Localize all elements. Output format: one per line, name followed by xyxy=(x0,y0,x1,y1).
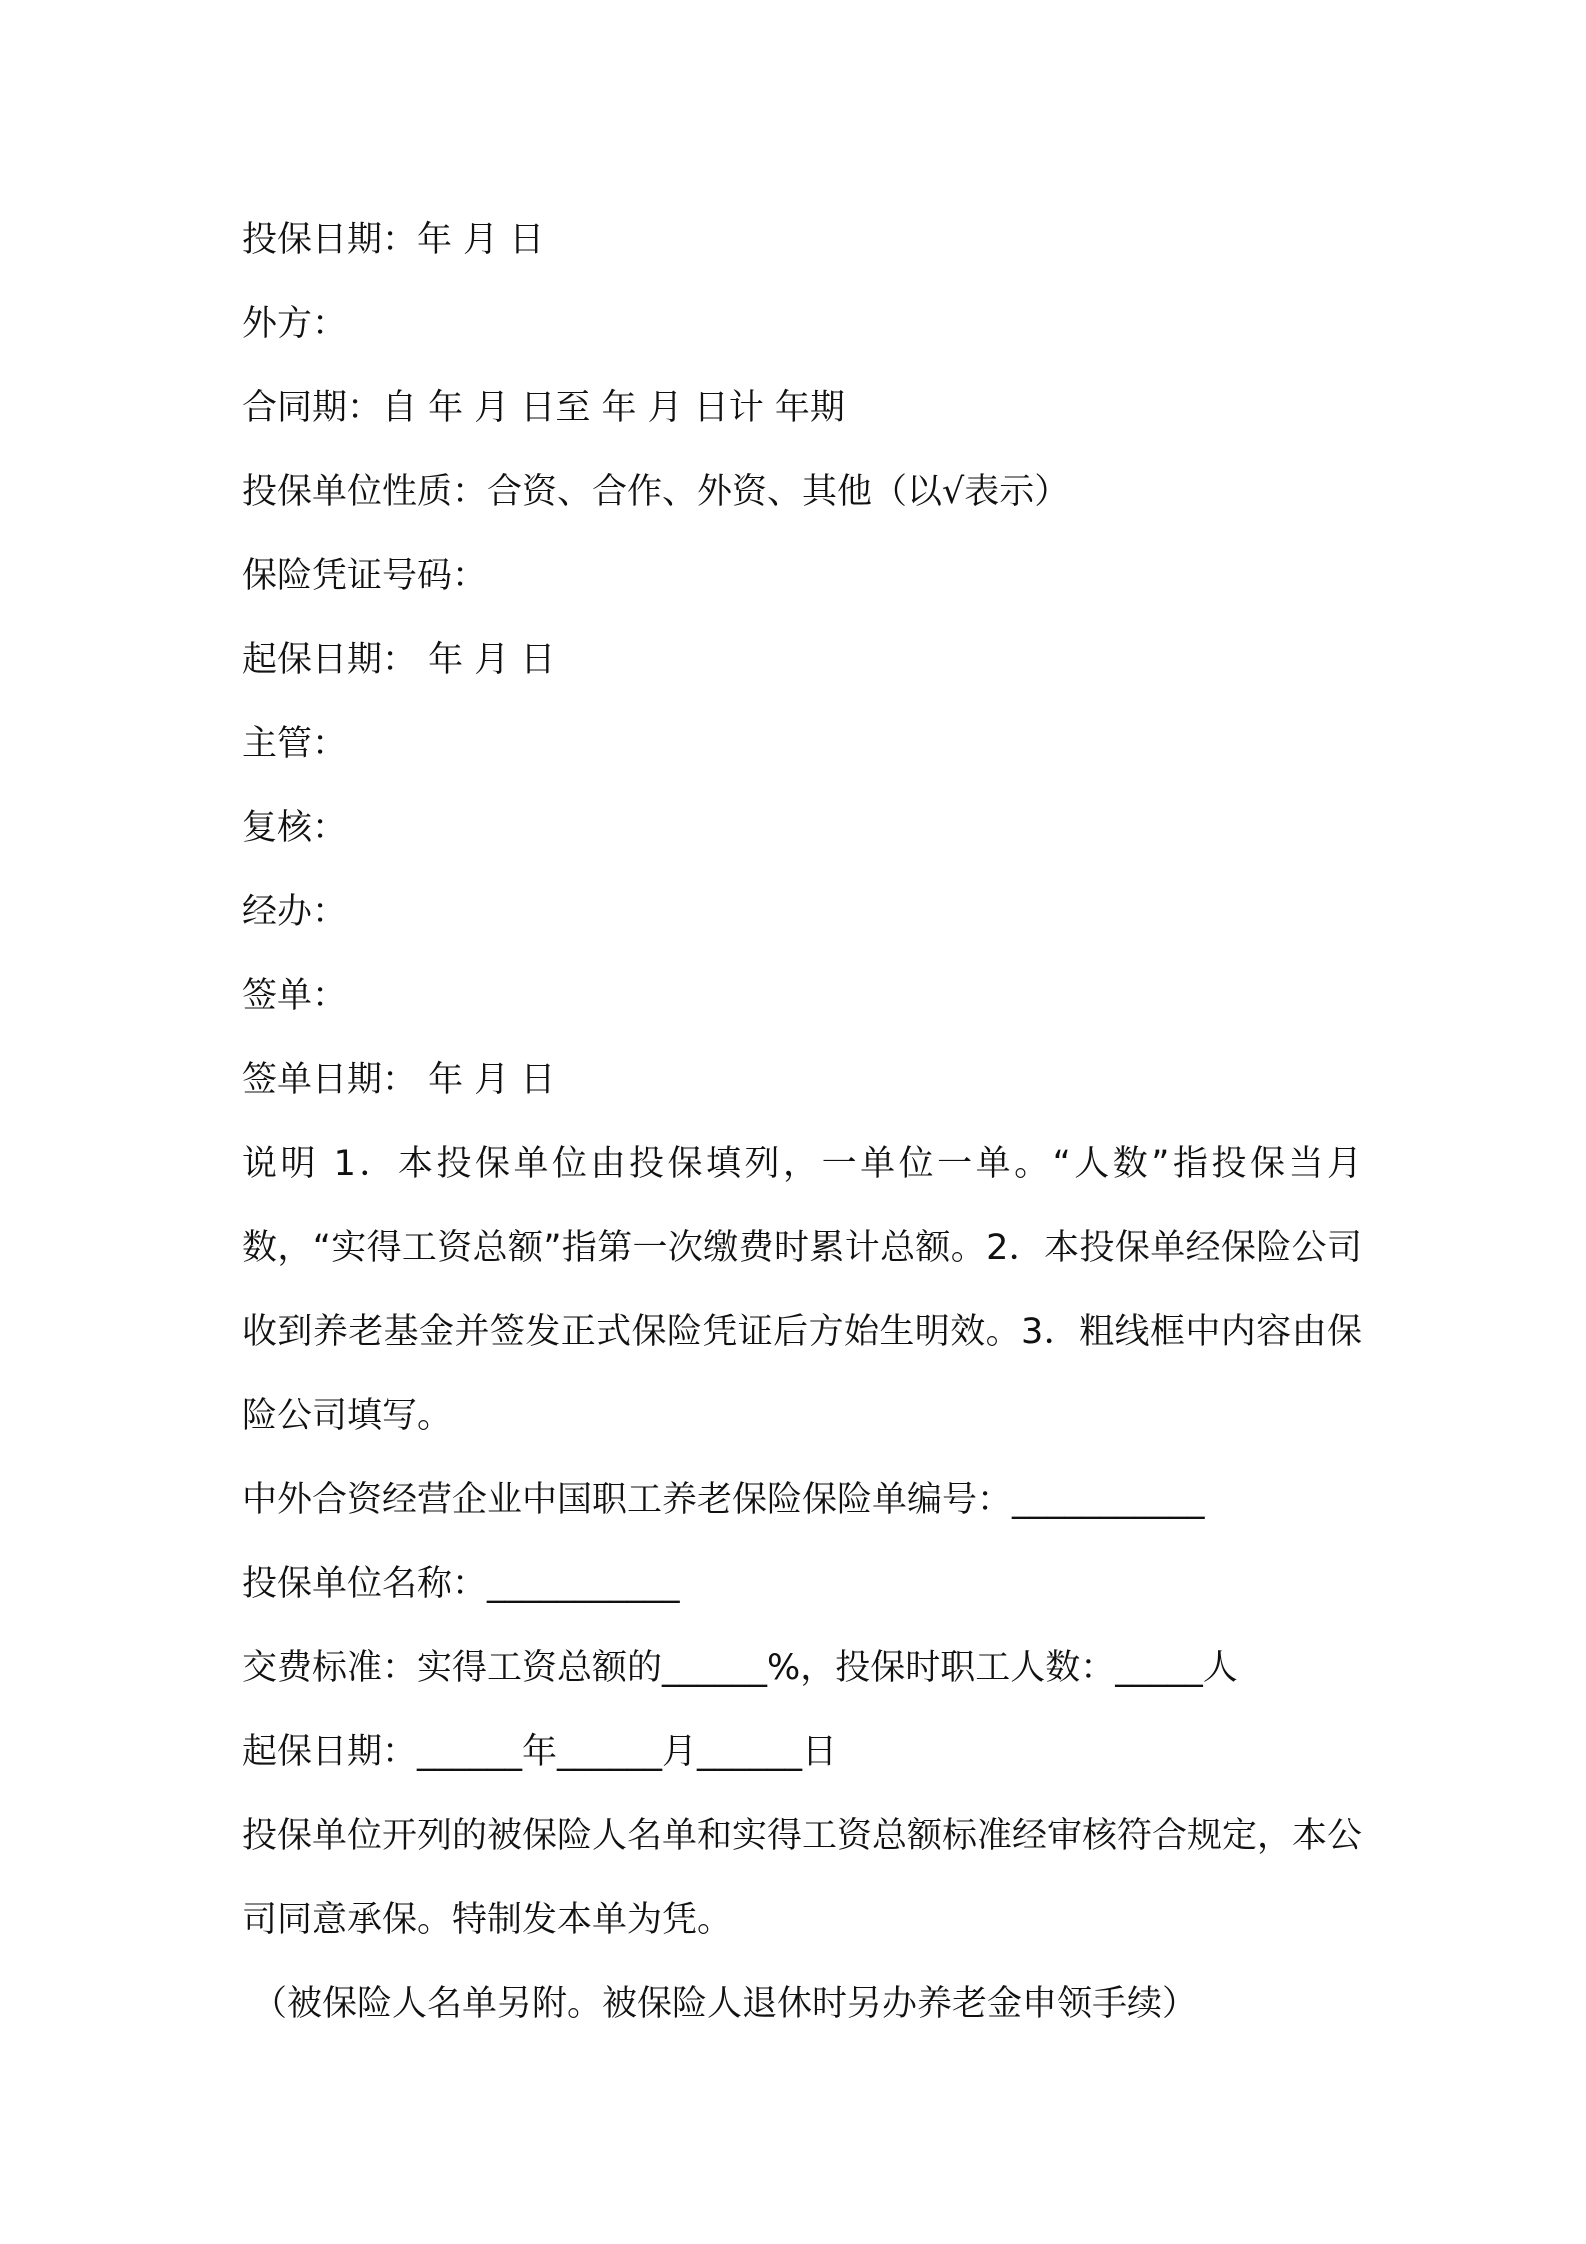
unit-name-line: 投保单位名称：___________ xyxy=(242,1564,680,1604)
explanation-paragraph: 说明 1．本投保单位由投保填列，一单位一单。“人数”指投保当月数，“实得工资总额”指第一次缴费时累计总额。2．本投保单经保险公司收到养老基金并签发正式保险凭证后方始生明效。3．粗线框中内容由保险公司填写。 xyxy=(242,1144,1362,1436)
closing-note: （被保险人名单另附。被保险人退休时另办养老金申领手续） xyxy=(252,1984,1198,2024)
supervisor-line: 主管： xyxy=(242,724,348,764)
start-date-form-line: 起保日期：______年______月______日 xyxy=(242,1732,838,1772)
start-date-line: 起保日期： 年 月 日 xyxy=(242,640,556,680)
policy-number-line: 中外合资经营企业中国职工养老保险保险单编号：___________ xyxy=(242,1480,1205,1520)
reviewer-line: 复核： xyxy=(242,808,348,848)
insure-date-line: 投保日期：年 月 日 xyxy=(242,220,545,260)
unit-nature-line: 投保单位性质：合资、合作、外资、其他（以√表示） xyxy=(242,472,1070,512)
document-content xyxy=(242,198,1362,2046)
approval-paragraph: 投保单位开列的被保险人名单和实得工资总额标准经审核符合规定，本公司同意承保。特制发本单为凭。 xyxy=(242,1816,1363,1940)
payment-standard-line: 交费标准：实得工资总额的______%，投保时职工人数：_____人 xyxy=(242,1648,1238,1688)
certificate-number-line: 保险凭证号码： xyxy=(242,556,488,596)
foreign-party-line: 外方： xyxy=(242,304,348,344)
sign-date-line: 签单日期： 年 月 日 xyxy=(242,1060,556,1100)
contract-period-line: 合同期：自 年 月 日至 年 月 日计 年期 xyxy=(242,388,845,428)
handler-line: 经办： xyxy=(242,892,348,932)
signer-line: 签单： xyxy=(242,976,348,1016)
